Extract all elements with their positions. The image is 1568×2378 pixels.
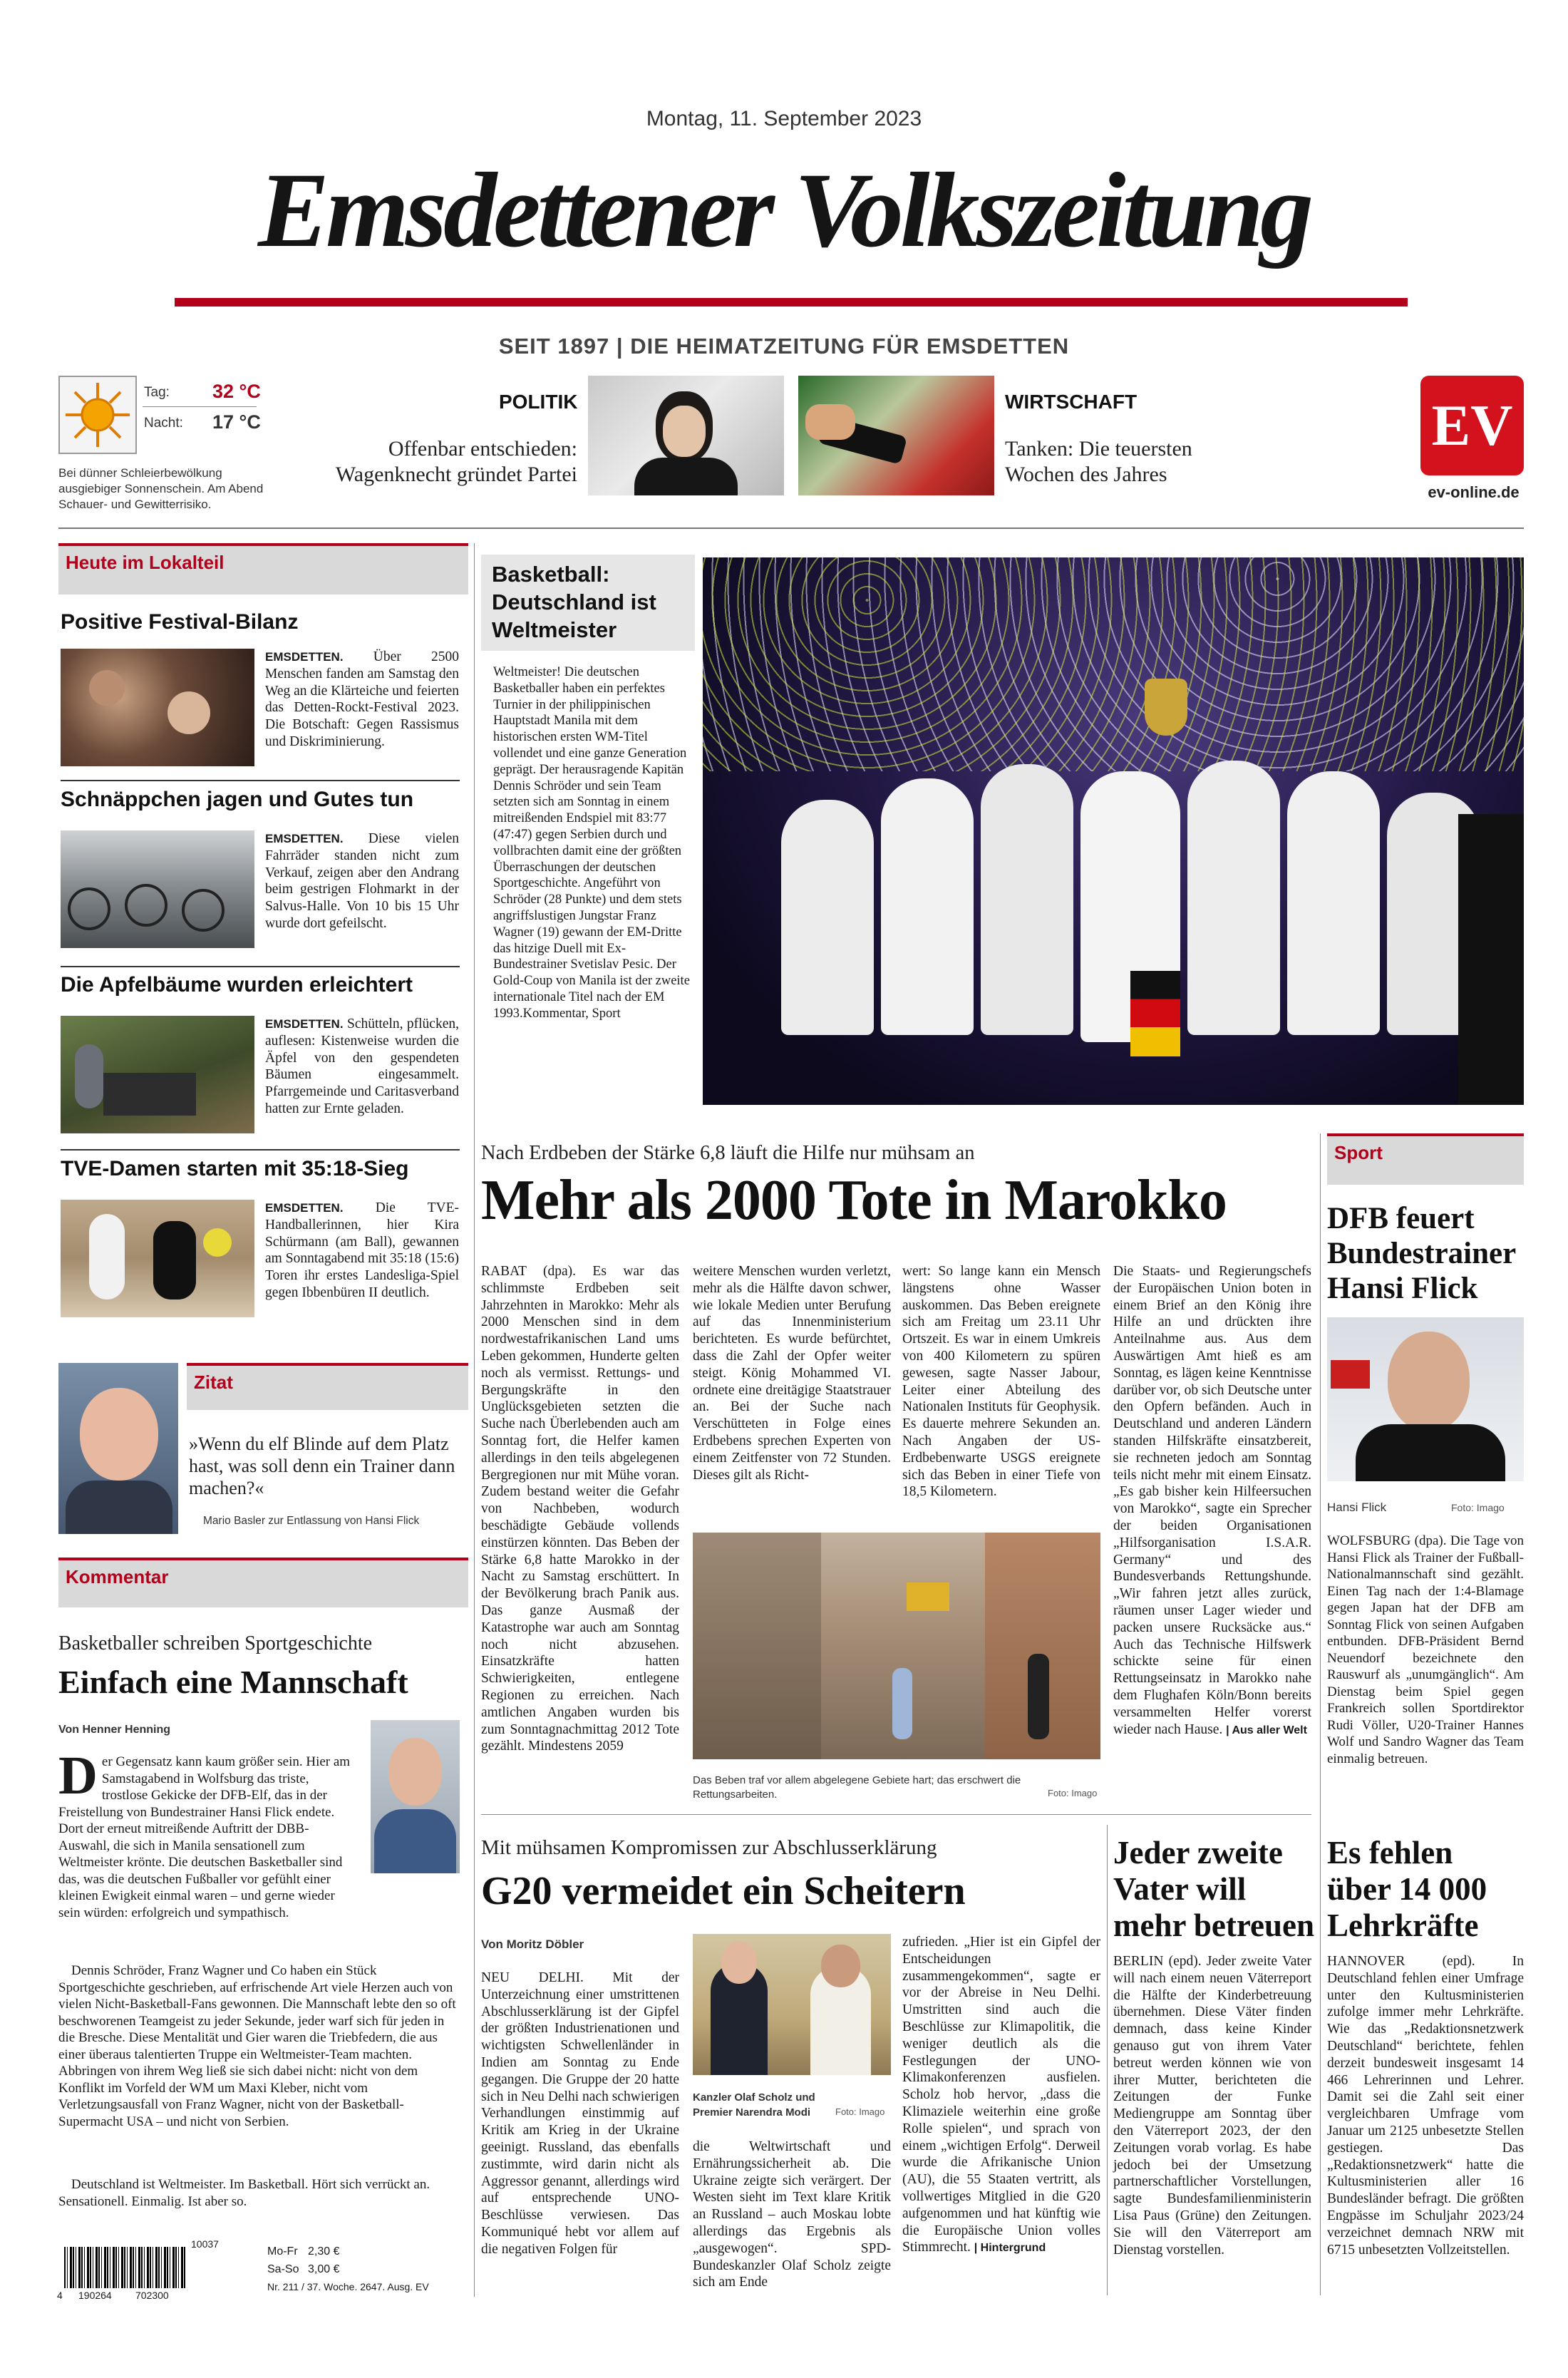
kommentar-header (58, 1558, 468, 1607)
teaser-wirtschaft-photo (798, 376, 994, 495)
lokal-item-4-photo (61, 1200, 254, 1317)
lehrer-title[interactable]: Es fehlen über 14 000 Lehrkräfte (1327, 1835, 1487, 1943)
lokal-item-3-title[interactable]: Die Apfelbäume wurden erleichtert (61, 973, 413, 997)
kommentar-author: Von Henner Henning (58, 1724, 171, 1736)
lokal-divider-1 (61, 780, 460, 781)
price-weekend: 3,00 € (308, 2263, 340, 2275)
barcode-code-top: 10037 (191, 2238, 219, 2250)
lokal-item-1-title[interactable]: Positive Festival-Bilanz (61, 610, 299, 634)
price-weekend-label: Sa-So (267, 2263, 299, 2275)
lokal-item-1-text (265, 649, 459, 751)
kommentar-author-photo (371, 1720, 460, 1873)
weather-text: Bei dünner Schleierbewölkung ausgiebiger Sonnenschein. Am Abend Schauer- und Gewitterrisiko. (58, 466, 264, 511)
g20-col-2: die Weltwirtschaft und Ernährungssicherheit ab. Die Ukraine zeigte sich verärgert. Der Westen sieht im Text klare Kritik an Russland – auch Moskau lobte allerdings das Ergebnis als „ausgewogen“. SPD-Bundeskanzler Olaf Scholz zeigte sich am Ende (693, 2139, 891, 2290)
kommentar-title[interactable]: Einfach eine Mannschaft (58, 1664, 408, 1700)
g20-ref[interactable]: | Hintergrund (974, 2242, 1046, 2255)
lokal-item-4-text (265, 1200, 459, 1302)
g20-col-1: NEU DELHI. Mit der Unterzeichnung einer umstrittenen Abschlusserklärung ist der Gipfel der größten Industrienationen und wichtigsten Schwellenländer in Indien am Sonntag zu Ende gegangen. Die Gruppe der 20 hatte sich in Neu Delhi nach schwierigen Verhandlungen einstimmig auf Kritik am Krieg in der Ukraine geeinigt. Russland, das ebenfalls zustimmte, wird darin nicht als Aggressor genannt, allerdings wird auf entsprechende UNO-Beschlüsse verwiesen. Das Kommuniqué hebt vor allem auf die negativen Folgen für (481, 1970, 679, 2257)
lokal-item-2-photo (61, 830, 254, 948)
lokal-item-4-body: Die TVE-Handballerinnen, hier Kira Schürmann (am Ball), gewannen am Sonntagabend mit 35:18 (15:6) Toren ihr erstes Landesliga-Spiel gegen Ibbenbüren II deutlich. (265, 1200, 460, 1300)
header-bottom-rule (58, 527, 1524, 529)
marokko-ref[interactable]: | Aus aller Welt (1226, 1724, 1307, 1736)
zitat-header (187, 1363, 468, 1410)
vater-text: BERLIN (epd). Jeder zweite Vater will nach einem neuen Väterreport die Hälfte der Kinderbetreuung übernehmen. Diese Väter finden demnach, dass keine Kinder genauso gut von ihrem Vater betreut werden können wie von ihrer Mutter, berichteten die Zeitungen der Funke Mediengruppe am Sonntag über den Väterreport 2023, der den Zeitungen vorab vorlag. Es habe jedoch bei der Umsetzung partnerschaftlicher Vorstellungen, sagte Bundesfamilienministerin Lisa Paus (Grüne) den Zeitungen. Sie will den Väterreport am Dienstag vorstellen. (1113, 1954, 1311, 2258)
marokko-col-2: weitere Menschen wurden verletzt, mehr als die Hälfte davon schwer, wie lokale Medien unter Berufung auf das Innenministerium berichteten. Es wurde befürchtet, dass die Zahl der Opfer weiter steigt. König Mohammed VI. ordnete eine dreitägige Staatstrauer an. Bei der Suche nach Verschütteten in Folge eines Erdbebens sprechen Experten von einem Zeitfenster von 72 Stunden. Dieses gilt als Richt- (693, 1264, 891, 1483)
ev-logo[interactable] (1420, 376, 1524, 475)
newspaper-title: Emsdettener Volkszeitung (257, 151, 1311, 269)
sport-header (1327, 1133, 1524, 1185)
barcode-code-right: 702300 (135, 2290, 169, 2301)
price-weekday: 2,30 € (308, 2245, 340, 2258)
marokko-col-1: RABAT (dpa). Es war das schlimmste Erdbeben seit Jahrzehnten in Marokko: Mehr als 2000 Menschen sind in dem nordwestafrikanischen Land ums Leben gekommen, Hunderte gelten noch als vermisst. Rettungs- und Bergungskräfte in den Unglücksgebieten setzten die Suche nach Überlebenden auch am Sonntag fort, die Helfer kamen allerdings in den teils abgelegenen Bergregionen nur mit Mühe voran. Zudem bestand weiter die Gefahr von Nachbeben, wodurch beschädigte Gebäude vollends einstürzen könnten. Das Beben der Stärke 6,8 hatte Marokko in der Nacht zu Samstag erschüttert. In der Bevölkerung brach Panik aus. Das ganze Ausmaß der Katastrophe war auch am Sonntag noch nicht abzusehen. Einsatzkräfte hatten Schwierigkeiten, entlegene Regionen zu erreichen. Nach amtlichen Angaben wurden bis zum Sonntagnachmittag 2012 Tote gezählt. Mindestens 2059 (481, 1264, 679, 1754)
sport-caption: Hansi Flick (1327, 1501, 1387, 1514)
lokal-item-4-dateline: EMSDETTEN. (265, 1201, 344, 1215)
barcode (64, 2247, 185, 2288)
lokal-header (58, 543, 468, 594)
marokko-bottom-rule (481, 1814, 1311, 1815)
lokal-item-2-title[interactable]: Schnäppchen jagen und Gutes tun (61, 788, 414, 811)
lokal-item-3-dateline: EMSDETTEN. (265, 1017, 344, 1031)
teaser-politik-text[interactable]: Offenbar entschieden: Wagenknecht gründet Partei (335, 437, 577, 486)
kommentar-p1 (58, 1746, 358, 1921)
sun-icon (60, 377, 135, 453)
lokal-divider-3 (61, 1149, 460, 1151)
kommentar-kicker: Basketballer schreiben Sportgeschichte (58, 1632, 373, 1654)
ev-logo-url[interactable]: ev-online.de (1428, 483, 1520, 501)
basketball-text: Weltmeister! Die deutschen Basketballer haben ein perfektes Turnier in der philippinischen Hauptstadt Manila mit dem historischen ersten WM-Titel vollendet und eine ganze Generation geprägt. Der herausragende Kapitän Dennis Schröder und sein Team setzten sich am Sonntag in einem mitreißenden Endspiel mit 83:77 (47:47) gegen Serbien durch und vollbrachten damit eine der größten Überraschungen der deutschen Sportgeschichte. Angeführt von Schröder (28 Punkte) und dem stets angriffslustigen Jungstar Franz Wagner (19) gewann der EM-Dritte das hitzige Duell mit Ex-Bundestrainer Svetislav Pesic. Der Gold-Coup von Manila ist der zweite internationale Titel nach der EM 1993.Kommentar, Sport (493, 665, 690, 1021)
issue-date: Montag, 11. September 2023 (646, 107, 922, 130)
weather-day-label: Tag: (144, 385, 170, 400)
lokal-item-4-title[interactable]: TVE-Damen starten mit 35:18-Sieg (61, 1157, 409, 1180)
marokko-col-4 (1113, 1263, 1311, 1739)
marokko-credit: Foto: Imago (1048, 1788, 1098, 1798)
g20-kicker: Mit mühsamen Kompromissen zur Abschlusserklärung (481, 1836, 937, 1859)
marokko-col-3: wert: So lange kann ein Mensch längstens ohne Wasser auskommen. Das Beben ereignete sich am Freitag um 23.11 Uhr Ortszeit. Es war in einem Umkreis von 400 Kilometern zu spüren gewesen, sagte Nasser Jabour, Leiter einer Abteilung des Nationalen Instituts für Geophysik. Es dauerte mehrere Sekunden an. Nach Angaben der US-Erdbebenwarte USGS ereignete sich das Beben in einer Tiefe von 18,5 Kilometern. (902, 1264, 1100, 1500)
g20-credit: Foto: Imago (835, 2106, 885, 2117)
lokal-item-2-text (265, 830, 459, 932)
lokal-item-3-photo (61, 1016, 254, 1133)
weather-box (58, 376, 137, 454)
kommentar-p2: Dennis Schröder, Franz Wagner und Co haben ein Stück Sportgeschichte geschrieben, auf erfrischende Art viele Herzen auch von vielen Nicht-Basketball-Fans gewonnen. Die Mannschaft lebte den so oft beschworenen Teamgeist zu jeder Sekunde, jeder warf sich für jeden in die Bresche. Diese Mentalität und Gier waren die Triebfedern, die aus einer überaus talentierten Truppe ein Weltmeister-Team machten. Abbringen von ihrem Weg ließ sie sich dabei nicht: nicht von dem Konflikt im Vorfeld der WM um Maxi Kleber, nicht vom Verletzungsausfall von Franz Wagner, nicht von der Basketball-Supermacht USA – und nicht von Serbien. (58, 1963, 456, 2129)
weather-night-label: Nacht: (144, 416, 183, 431)
marokko-photo (693, 1533, 1100, 1759)
lokal-item-3-text (265, 1016, 459, 1118)
zitat-source: Mario Basler zur Entlassung von Hansi Flick (203, 1515, 420, 1527)
weather-day-value: 32 °C (212, 381, 261, 402)
lokal-item-2-dateline: EMSDETTEN. (265, 832, 344, 845)
lokal-item-2-body: Diese vielen Fahrräder standen nicht zum Verkauf, zeigen aber den Andrang beim gestrigen Flohmarkt in der Salvus-Halle. Von 10 bis 15 Uhr wurde dort gefeilscht. (265, 831, 460, 931)
g20-col-3-text: zufrieden. „Hier ist ein Gipfel der Entscheidungen zusammengekommen“, sagte er vor der Abreise in Neu Delhi. Umstritten sind auch die Beschlüsse zur Klimapolitik, die weniger deutlich als die Festlegungen der UNO-Klimakonferenzen ausfielen. Scholz hob hervor, „dass die Klimaziele weiterhin eine große Rolle spielen“, und sprach von einem „wichtigen Erfolg“. Derweil wurde die Afrikanische Union (AU), die 55 Staaten vertritt, als vollwertiges Mitglied in die G20 aufgenommen und hat künftig wie die Europäische Union volles Stimmrecht. (902, 1935, 1100, 2255)
sport-text: WOLFSBURG (dpa). Die Tage von Hansi Flick als Trainer der Fußball-Nationalmannschaft sind gezählt. Einen Tag nach der 1:4-Blamage gegen Japan hat der DFB am Sonntag Flick von seinen Aufgaben entbunden. DFB-Präsident Bernd Neuendorf bezeichnete den Rauswurf als „unumgänglich“. Am Dienstag beim Spiel gegen Frankreich sollen Sportdirektor Rudi Völler, U20-Trainer Hannes Wolf und Sandro Wagner das Team einmalig betreuen. (1327, 1533, 1524, 1766)
marokko-col-4-text: Die Staats- und Regierungschefs der Europäischen Union boten in einem Brief an den König ihre Hilfe an und drückten ihre Anteilnahme aus. Aus dem Auswärtigen Amt hieß es am Sonntag, es lägen keine Kenntnisse darüber vor, ob sich Deutsche unter den Opfern befänden. Auch in Deutschland und anderen Ländern standen Hilfskräfte einsatzbereit, sie rechneten jedoch am Sonntag teils nicht mehr mit einem Einsatz. „Es gab bisher kein Hilfeersuchen von Marokko“, sagte ein Sprecher der beiden Organisationen „Hilfsorganisation I.S.A.R. Germany“ und des Bundesverbands Rettungshunde. „Wir fahren jetzt alles zurück, räumen unser Lager wieder und packen unsere Rucksäcke aus.“ Auch das Technische Hilfswerk schickte seine für einen Rettungseinsatz in Marokko nahe dem Flughafen Köln/Bonn bereits versammelten Helfer vorerst wieder nach Hause. (1113, 1264, 1311, 1737)
lokal-header-label: Heute im Lokalteil (66, 552, 225, 573)
kommentar-header-label: Kommentar (66, 1566, 169, 1587)
marokko-kicker: Nach Erdbeben der Stärke 6,8 läuft die Hilfe nur mühsam an (481, 1142, 975, 1164)
marokko-title[interactable]: Mehr als 2000 Tote in Marokko (481, 1169, 1227, 1232)
column-separator-left (474, 543, 475, 2297)
sport-photo (1327, 1317, 1524, 1481)
zitat-photo (58, 1363, 178, 1534)
lehrer-text: HANNOVER (epd). In Deutschland fehlen einer Umfrage unter den Kultusministerien zufolge immer mehr Lehrkräfte. Wie das „Redaktionsnetzwerk Deutschland“ berichtete, fehlen derzeit bundesweit insgesamt 14 466 Lehrerinnen und Lehrer. Damit sei die Zahl seit einer vergleichbaren Umfrage vom Januar um 2125 unbesetzte Stellen gestiegen. Das „Redaktionsnetzwerk“ hatte die Kultusministerien aller 16 Bundesländer befragt. Die größten Engpässe im Schuljahr 2023/24 verzeichnet demnach NRW mit 6715 unbesetzten Vollzeitstellen. (1327, 1954, 1524, 2258)
sport-title[interactable]: DFB feuert Bundestrainer Hansi Flick (1327, 1202, 1516, 1305)
kommentar-p1-text: er Gegensatz kann kaum größer sein. Hier am Samstagabend in Wolfsburg das triste, trostlose Gekicke der DFB-Elf, das in der Freistellung von Bundestrainer Hansi Flick endete. Dort der erneut mitreißende Auftritt der DBB-Auswahl, die sich in Manila sensationell zum Weltmeister krönte. Die deutschen Basketballer sind das, was die deutschen Fußballer vor gefühlt einer kleinen Ewigkeit einmal waren – und gerne wieder sein würden: erfolgreich und sympathisch. (58, 1754, 351, 1920)
ev-logo-initials: EV (1431, 393, 1513, 458)
zitat-header-label: Zitat (194, 1371, 233, 1393)
kommentar-dropcap: D (58, 1746, 98, 1806)
g20-author: Von Moritz Döbler (481, 1937, 584, 1951)
column-separator-g20 (1107, 1825, 1108, 2295)
lokal-item-1-dateline: EMSDETTEN. (265, 650, 344, 664)
masthead-subtitle: SEIT 1897 | DIE HEIMATZEITUNG FÜR EMSDETTEN (498, 334, 1070, 359)
teaser-wirtschaft-section: WIRTSCHAFT (1005, 391, 1138, 413)
marokko-caption: Das Beben traf vor allem abgelegene Gebiete hart; das erschwert die Rettungsarbeiten. (693, 1774, 1021, 1801)
basketball-photo (703, 557, 1524, 1105)
column-separator-right (1320, 1133, 1321, 2295)
sport-credit: Foto: Imago (1451, 1502, 1505, 1513)
barcode-code-left: 4 (57, 2290, 63, 2301)
lokal-item-1-body: Über 2500 Menschen fanden am Samstag den Weg an die Klärteiche und feierten das Detten-Rockt-Festival 2023. Die Botschaft: Gegen Rassismus und Diskriminierung. (265, 649, 460, 749)
teaser-wirtschaft-text[interactable]: Tanken: Die teuersten Wochen des Jahres (1005, 437, 1192, 486)
vater-title[interactable]: Jeder zweite Vater will mehr betreuen (1113, 1835, 1315, 1943)
g20-col-3 (902, 1934, 1100, 2257)
teaser-politik-photo (588, 376, 784, 495)
g20-photo (693, 1934, 891, 2075)
teaser-politik-section: POLITIK (499, 391, 578, 413)
lokal-item-1-photo (61, 649, 254, 766)
price-weekday-label: Mo-Fr (267, 2245, 298, 2258)
zitat-quote: »Wenn du elf Blinde auf dem Platz hast, was soll denn ein Trainer dann machen?« (189, 1434, 455, 1498)
masthead-red-rule (175, 298, 1408, 307)
weather-divider (143, 406, 257, 407)
g20-caption: Kanzler Olaf Scholz und Premier Narendra Modi (693, 2091, 815, 2119)
barcode-code-mid: 190264 (78, 2290, 112, 2301)
lokal-divider-2 (61, 966, 460, 967)
basketball-title[interactable]: Basketball: Deutschland ist Weltmeister (492, 562, 656, 642)
sport-header-label: Sport (1334, 1142, 1383, 1163)
g20-title[interactable]: G20 vermeidet ein Scheitern (481, 1869, 966, 1913)
issue-number: Nr. 211 / 37. Woche. 2647. Ausg. EV (267, 2281, 429, 2292)
weather-night-value: 17 °C (212, 411, 261, 433)
kommentar-p3: Deutschland ist Weltmeister. Im Basketball. Hört sich verrückt an. Sensationell. Einmalig. Ist aber so. (58, 2177, 430, 2209)
lokal-item-3-body: Schütteln, pflücken, auflesen: Kistenweise wurden die Äpfel von den gespendeten Bäumen eingesammelt. Pfarrgemeinde und Caritasverband hatten zur Ernte geladen. (265, 1016, 459, 1116)
